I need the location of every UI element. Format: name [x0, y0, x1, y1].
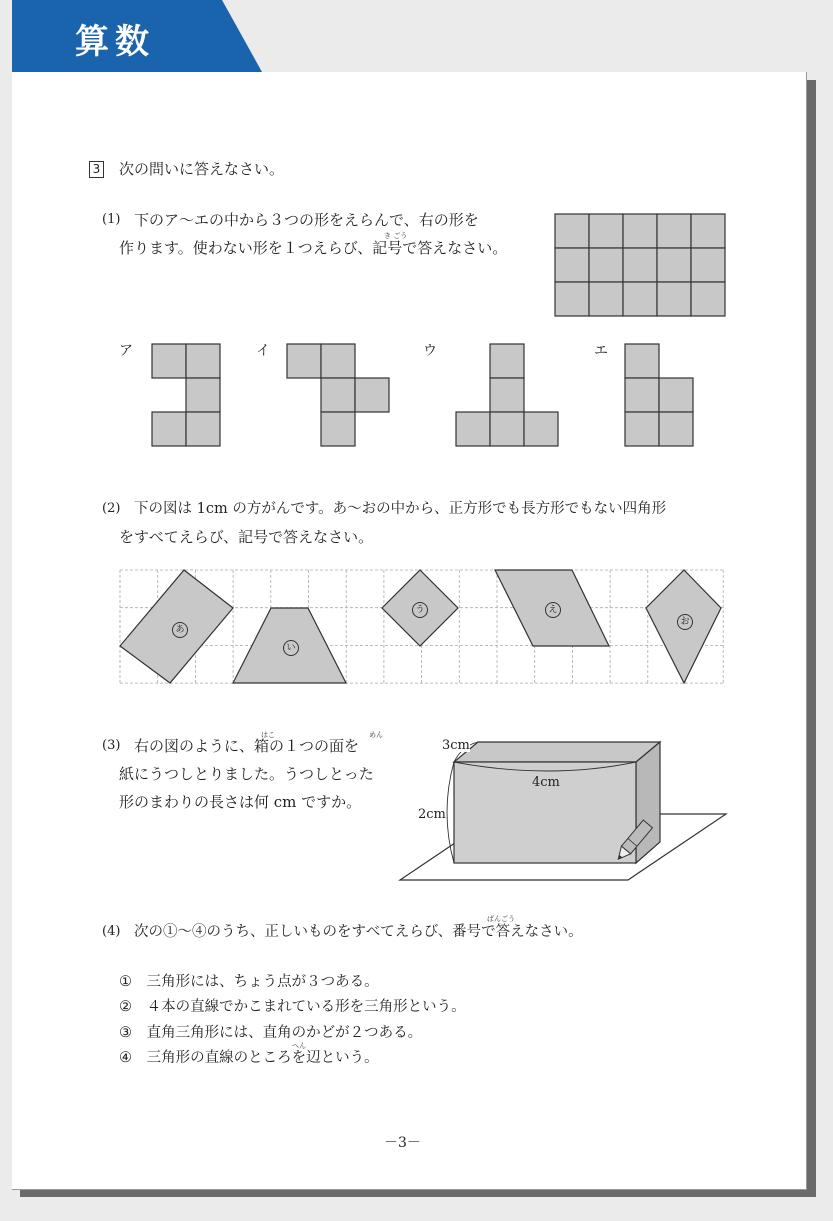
q4-item-3-text: 直角三角形には、直角のかどが２つある。	[146, 1025, 423, 1041]
target-cell	[555, 248, 589, 282]
q1-shape-i	[287, 344, 391, 446]
q4-item-4-text: 三角形の直線のところを辺という。	[146, 1050, 379, 1066]
q3-number: (3)	[102, 738, 121, 753]
q1-shape-e	[625, 344, 695, 446]
q3-ruby-hako: はこ	[261, 731, 275, 739]
q1-ruby: き ごう	[384, 232, 408, 240]
target-cell	[691, 214, 725, 248]
q4-item-3-mark: ③	[119, 1025, 132, 1041]
target-cell	[691, 248, 725, 282]
q1-label-i: イ	[256, 343, 270, 359]
q4-item-3	[119, 1026, 422, 1041]
q3-dim-height: 2cm	[418, 807, 446, 822]
q4-item-1	[119, 975, 379, 990]
q3-dim-depth: 3cm	[442, 738, 470, 753]
target-cell	[657, 214, 691, 248]
target-cell	[691, 282, 725, 316]
label-u: う	[412, 602, 428, 618]
q1-label-a: ア	[119, 343, 133, 359]
exam-page	[12, 72, 807, 1190]
q2-number: (2)	[102, 501, 121, 516]
target-cell	[555, 282, 589, 316]
q4-item-2	[119, 1000, 466, 1015]
q1-line1: 下のア～エの中から３つの形をえらんで、右の形を	[134, 211, 479, 229]
label-a: あ	[172, 622, 188, 638]
target-cell	[589, 214, 623, 248]
q1-line2: 作ります。使わない形を１つえらび、記号で答えなさい。	[119, 239, 508, 257]
q4-item-4	[119, 1051, 379, 1066]
label-o: お	[677, 614, 693, 630]
target-cell	[555, 214, 589, 248]
target-cell	[623, 248, 657, 282]
q4-item-4-mark: ④	[119, 1050, 132, 1066]
q4-line: 次の①～④のうち、正しいものをすべてえらび、番号で答えなさい。	[134, 924, 583, 940]
target-cell	[623, 214, 657, 248]
page-number: －3－	[384, 1135, 421, 1151]
q1-shape-u	[456, 344, 560, 446]
q4-item-2-mark: ②	[119, 999, 132, 1015]
subject-title: 算数	[75, 22, 155, 62]
label-e: え	[545, 602, 561, 618]
target-cell	[623, 282, 657, 316]
q2-line2: をすべてえらび、記号で答えなさい。	[119, 528, 374, 546]
target-cell	[589, 282, 623, 316]
q4-ruby-hen: へん	[292, 1042, 306, 1050]
q3-ruby-men: めん	[369, 731, 383, 739]
q4-item-2-text: ４本の直線でかこまれている形を三角形という。	[146, 999, 466, 1015]
q4-ruby: ばんごう	[487, 915, 515, 923]
q1-number: (1)	[102, 212, 121, 227]
q2-line1: 下の図は 1cm の方がんです。あ～おの中から、正方形でも長方形でもない四角形	[134, 501, 667, 517]
q1-label-u: ウ	[423, 343, 437, 359]
question-number: 3	[89, 161, 104, 178]
q1-label-e: エ	[594, 343, 608, 359]
q4-number: (4)	[102, 924, 121, 939]
q1-target-figure	[555, 214, 725, 316]
q1-shape-a	[152, 344, 222, 446]
q2-grid-figure	[120, 570, 724, 686]
question-instruction: 次の問いに答えなさい。	[119, 160, 285, 178]
q3-box-figure	[400, 732, 730, 882]
q3-line1: 右の図のように、箱の１つの面を	[134, 737, 360, 755]
q3-line3: 形のまわりの長さは何 cm ですか。	[119, 793, 362, 811]
q4-item-1-text: 三角形には、ちょう点が３つある。	[146, 974, 379, 990]
label-i: い	[283, 640, 299, 656]
target-cell	[657, 248, 691, 282]
target-cell	[589, 248, 623, 282]
q4-item-1-mark: ①	[119, 974, 132, 990]
q3-line2: 紙にうつしとりました。うつしとった	[119, 765, 374, 783]
q3-dim-width: 4cm	[532, 775, 560, 790]
target-cell	[657, 282, 691, 316]
